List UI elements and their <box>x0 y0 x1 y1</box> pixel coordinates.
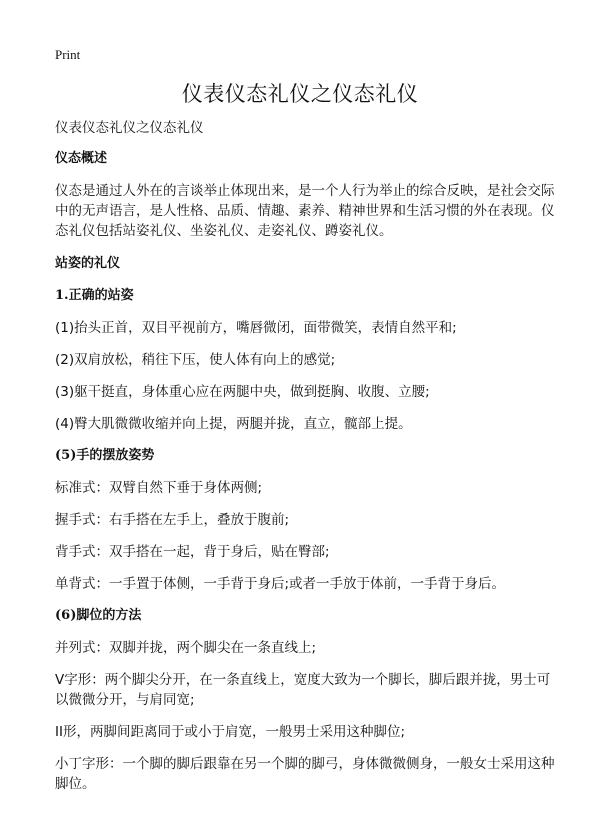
subheading-hand-positions: (5)手的摆放姿势 <box>55 448 155 463</box>
list-item: (3)躯干挺直，身体重心应在两腿中央，做到挺胸、收腹、立腰; <box>55 384 430 400</box>
list-item: V字形：两个脚尖分开，在一条直线上，宽度大致为一个脚长，脚后跟并拢，男士可以微微分开，与肩同宽; <box>55 672 551 708</box>
list-item: (4)臀大肌微微收缩并向上提，两腿并拢，直立，髋部上提。 <box>55 416 412 432</box>
overview-paragraph: 仪态是通过人外在的言谈举止体现出来，是一个人行为举止的综合反映，是社会交际中的无声语言，是人性格、品质、情趣、素养、精神世界和生活习惯的外在表现。仪态礼仪包括站姿礼仪、坐姿礼仪、走姿礼仪、蹲姿礼仪。 <box>55 183 555 239</box>
list-item: 小丁字形：一个脚的脚后跟靠在另一个脚的脚弓，身体微微侧身，一般女士采用这种脚位。 <box>55 756 555 792</box>
section-heading-overview: 仪态概述 <box>55 151 108 166</box>
list-item: II形，两脚间距离同于或小于肩宽，一般男士采用这种脚位; <box>55 724 406 740</box>
section-heading-standing: 站姿的礼仪 <box>55 256 121 271</box>
document-body <box>55 118 555 806</box>
list-item: 并列式：双脚并拢，两个脚尖在一条直线上; <box>55 640 317 656</box>
print-link[interactable]: Print <box>55 47 81 62</box>
list-item: 握手式：右手搭在左手上，叠放于腹前; <box>55 512 290 528</box>
document-subtitle: 仪表仪态礼仪之仪态礼仪 <box>55 120 204 136</box>
list-item: 单背式：一手置于体侧，一手背于身后;或者一手放于体前，一手背于身后。 <box>55 576 506 592</box>
list-item: 标准式：双臂自然下垂于身体两侧; <box>55 480 263 496</box>
subheading-correct-standing: 1.正确的站姿 <box>55 288 134 303</box>
subheading-foot-positions: (6)脚位的方法 <box>55 608 142 623</box>
list-item: (1)抬头正首，双目平视前方，嘴唇微闭，面带微笑，表情自然平和; <box>55 320 457 336</box>
page-title: 仪表仪态礼仪之仪态礼仪 <box>181 82 419 106</box>
list-item: 背手式：双手搭在一起，背于身后，贴在臀部; <box>55 544 330 560</box>
list-item: (2)双肩放松，稍往下压，使人体有向上的感觉; <box>55 352 336 368</box>
